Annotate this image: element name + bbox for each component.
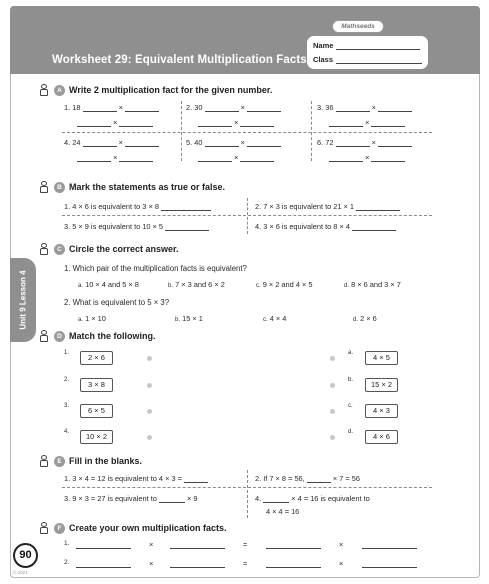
section-c-title: Circle the correct answer. bbox=[69, 244, 179, 254]
times-sign: × bbox=[339, 540, 344, 549]
d-right-box-b[interactable]: 15 × 2 bbox=[365, 378, 398, 392]
a-item-6-fact2: × bbox=[329, 153, 405, 162]
e-item-4: 4. × 4 = 16 is equivalent to bbox=[255, 494, 370, 503]
true-false-blank[interactable] bbox=[161, 203, 211, 211]
e-item-2: 2. If 7 × 8 = 56, × 7 = 56 bbox=[255, 474, 360, 483]
answer-blank[interactable] bbox=[378, 104, 412, 112]
student-icon bbox=[38, 330, 50, 343]
answer-blank[interactable] bbox=[125, 139, 159, 147]
b-item-4: 4. 3 × 6 is equivalent to 8 × 4 bbox=[255, 222, 396, 231]
answer-blank[interactable] bbox=[119, 154, 153, 162]
section-f-heading bbox=[54, 523, 227, 534]
answer-blank[interactable] bbox=[329, 119, 363, 127]
b-item-3: 3. 5 × 9 is equivalent to 10 × 5 bbox=[64, 222, 209, 231]
f-row-2-blank[interactable] bbox=[362, 559, 417, 568]
c-q1-option-d[interactable]: d. 8 × 6 and 3 × 7 bbox=[344, 280, 401, 289]
section-badge-d: D bbox=[54, 331, 65, 342]
section-badge-f: F bbox=[54, 523, 65, 534]
d-left-box-1[interactable]: 2 × 6 bbox=[80, 351, 113, 365]
c-q2-option-c[interactable]: c. 4 × 4 bbox=[263, 314, 287, 323]
d-right-letter: b. bbox=[348, 377, 354, 383]
answer-blank[interactable] bbox=[198, 154, 232, 162]
answer-blank[interactable] bbox=[371, 119, 405, 127]
true-false-blank[interactable] bbox=[165, 223, 209, 231]
a-item-3-fact2: × bbox=[329, 118, 405, 127]
equals-sign: = bbox=[243, 559, 248, 568]
d-left-box-3[interactable]: 6 × 5 bbox=[80, 404, 113, 418]
a-item-number: 72 bbox=[325, 138, 334, 147]
divider bbox=[247, 198, 248, 234]
d-left-number: 1. bbox=[64, 350, 70, 356]
match-dot[interactable] bbox=[330, 383, 335, 388]
e-item-4-line2: 4 × 4 = 16 bbox=[266, 507, 300, 516]
c-q1-option-c[interactable]: c. 9 × 2 and 4 × 5 bbox=[256, 280, 313, 289]
true-false-blank[interactable] bbox=[356, 203, 400, 211]
divider bbox=[62, 132, 432, 133]
section-d-title: Match the following. bbox=[69, 331, 156, 341]
c-q2-option-a[interactable]: a. 1 × 10 bbox=[78, 314, 106, 323]
true-false-blank[interactable] bbox=[352, 223, 396, 231]
a-item-6: 6. 72 × bbox=[317, 138, 412, 147]
d-left-number: 3. bbox=[64, 403, 70, 409]
c-q2-option-d[interactable]: d. 2 × 6 bbox=[353, 314, 377, 323]
section-d-heading bbox=[54, 331, 156, 342]
answer-blank[interactable] bbox=[77, 119, 111, 127]
fill-blank[interactable] bbox=[184, 475, 208, 483]
d-left-number: 2. bbox=[64, 377, 70, 383]
match-dot[interactable] bbox=[147, 356, 152, 361]
c-question-1: 1. Which pair of the multiplication facts is equivalent? bbox=[64, 264, 247, 273]
class-label: Class bbox=[313, 55, 334, 64]
e-item-3: 3. 9 × 3 = 27 is equivalent to × 9 bbox=[64, 494, 198, 503]
match-dot[interactable] bbox=[147, 435, 152, 440]
d-right-box-c[interactable]: 4 × 3 bbox=[365, 404, 398, 418]
f-row-1-blank[interactable] bbox=[170, 540, 225, 549]
c-q1-option-b[interactable]: b. 7 × 3 and 6 × 2 bbox=[168, 280, 225, 289]
section-e-title: Fill in the blanks. bbox=[69, 456, 143, 466]
e-item-1: 1. 3 × 4 = 12 is equivalent to 4 × 3 = bbox=[64, 474, 208, 483]
f-row-2-blank[interactable] bbox=[76, 559, 131, 568]
section-f-title: Create your own multiplication facts. bbox=[69, 523, 227, 533]
b-item-1: 1. 4 × 6 is equivalent to 3 × 8 bbox=[64, 202, 211, 211]
unit-lesson-label: Unit 9 Lesson 4 bbox=[18, 270, 28, 330]
fill-blank[interactable] bbox=[307, 475, 331, 483]
d-left-box-2[interactable]: 3 × 8 bbox=[80, 378, 113, 392]
a-item-number: 24 bbox=[72, 138, 81, 147]
answer-blank[interactable] bbox=[83, 139, 117, 147]
answer-blank[interactable] bbox=[205, 104, 239, 112]
student-icon bbox=[38, 243, 50, 256]
c-q2-option-b[interactable]: b. 15 × 1 bbox=[175, 314, 203, 323]
f-row-1-blank[interactable] bbox=[362, 540, 417, 549]
times-sign: × bbox=[339, 559, 344, 568]
a-item-number: 18 bbox=[72, 103, 81, 112]
student-icon bbox=[38, 522, 50, 535]
section-badge-c: C bbox=[54, 244, 65, 255]
f-row-2-blank[interactable] bbox=[266, 559, 321, 568]
answer-blank[interactable] bbox=[378, 139, 412, 147]
match-dot[interactable] bbox=[330, 356, 335, 361]
fill-blank[interactable] bbox=[159, 495, 185, 503]
student-icon bbox=[38, 84, 50, 97]
f-row-2-blank[interactable] bbox=[170, 559, 225, 568]
match-dot[interactable] bbox=[147, 383, 152, 388]
d-left-number: 4. bbox=[64, 429, 70, 435]
c-q1-option-a[interactable]: a. 10 × 4 and 5 × 8 bbox=[78, 280, 139, 289]
page-number: 90 bbox=[13, 543, 38, 568]
answer-blank[interactable] bbox=[329, 154, 363, 162]
a-item-number: 40 bbox=[194, 138, 203, 147]
section-c-heading bbox=[54, 244, 179, 255]
section-badge-e: E bbox=[54, 456, 65, 467]
section-b-heading bbox=[54, 182, 225, 193]
a-item-4-fact2: × bbox=[77, 153, 153, 162]
d-right-box-d[interactable]: 4 × 6 bbox=[365, 430, 398, 444]
a-item-2-fact2: × bbox=[198, 118, 274, 127]
student-icon bbox=[38, 455, 50, 468]
d-left-box-4[interactable]: 10 × 2 bbox=[80, 430, 113, 444]
a-item-5: 5. 40 × bbox=[186, 138, 281, 147]
times-sign: × bbox=[149, 540, 154, 549]
a-item-2: 2. 30 × bbox=[186, 103, 281, 112]
equals-sign: = bbox=[243, 540, 248, 549]
f-row-number: 1. bbox=[64, 540, 70, 547]
answer-blank[interactable] bbox=[240, 154, 274, 162]
answer-blank[interactable] bbox=[336, 139, 370, 147]
answer-blank[interactable] bbox=[336, 104, 370, 112]
d-right-box-a[interactable]: 4 × 5 bbox=[365, 351, 398, 365]
answer-blank[interactable] bbox=[247, 139, 281, 147]
d-right-letter: a. bbox=[348, 350, 354, 356]
section-badge-b: B bbox=[54, 182, 65, 193]
f-row-1-blank[interactable] bbox=[76, 540, 131, 549]
divider bbox=[181, 101, 182, 161]
answer-blank[interactable] bbox=[198, 119, 232, 127]
a-item-3: 3. 36 × bbox=[317, 103, 412, 112]
f-row-number: 2. bbox=[64, 559, 70, 566]
section-a-heading bbox=[54, 85, 272, 96]
answer-blank[interactable] bbox=[119, 119, 153, 127]
divider bbox=[247, 470, 248, 518]
a-item-1-fact2: × bbox=[77, 118, 153, 127]
worksheet-title: Worksheet 29: Equivalent Multiplication Facts bbox=[52, 54, 307, 66]
a-item-5-fact2: × bbox=[198, 153, 274, 162]
a-item-1: 1. 18 × bbox=[64, 103, 159, 112]
answer-blank[interactable] bbox=[371, 154, 405, 162]
fill-blank[interactable] bbox=[263, 495, 289, 503]
divider bbox=[311, 101, 312, 161]
answer-blank[interactable] bbox=[77, 154, 111, 162]
name-row bbox=[313, 41, 420, 50]
name-label: Name bbox=[313, 41, 334, 50]
answer-blank[interactable] bbox=[205, 139, 239, 147]
a-item-number: 36 bbox=[325, 103, 334, 112]
c-question-2: 2. What is equivalent to 5 × 3? bbox=[64, 298, 170, 307]
section-badge-a: A bbox=[54, 85, 65, 96]
a-item-4: 4. 24 × bbox=[64, 138, 159, 147]
d-right-letter: c. bbox=[348, 403, 353, 409]
answer-blank[interactable] bbox=[83, 104, 117, 112]
answer-blank[interactable] bbox=[125, 104, 159, 112]
d-right-letter: d. bbox=[348, 429, 354, 435]
match-dot[interactable] bbox=[330, 409, 335, 414]
class-row bbox=[313, 55, 422, 64]
section-e-heading bbox=[54, 456, 142, 467]
match-dot[interactable] bbox=[147, 409, 152, 414]
answer-blank[interactable] bbox=[240, 119, 274, 127]
answer-blank[interactable] bbox=[247, 104, 281, 112]
a-item-number: 30 bbox=[194, 103, 203, 112]
f-row-1-blank[interactable] bbox=[266, 540, 321, 549]
brand-logo: Mathseeds bbox=[332, 20, 384, 33]
match-dot[interactable] bbox=[330, 435, 335, 440]
times-sign: × bbox=[149, 559, 154, 568]
section-b-title: Mark the statements as true or false. bbox=[69, 182, 226, 192]
student-icon bbox=[38, 181, 50, 194]
class-field[interactable] bbox=[336, 56, 422, 64]
b-item-2: 2. 7 × 3 is equivalent to 21 × 1 bbox=[255, 202, 400, 211]
copyright-text: © 2021 bbox=[13, 570, 28, 575]
section-a-title: Write 2 multiplication fact for the given number. bbox=[69, 85, 273, 95]
name-field[interactable] bbox=[336, 42, 420, 50]
name-class-box bbox=[307, 36, 428, 69]
